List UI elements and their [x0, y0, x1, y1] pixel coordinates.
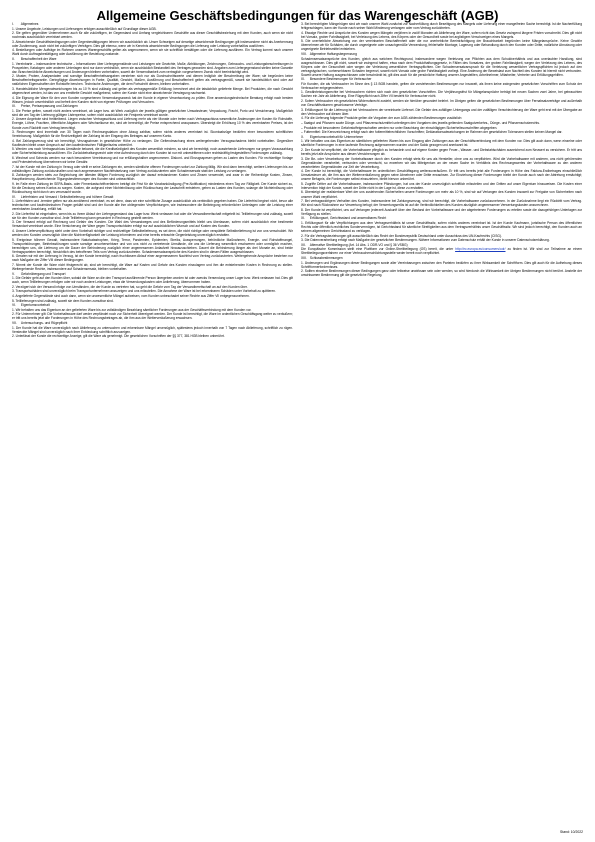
paragraph: – Futtermittel: Die Kennzeichnung erfolgt nach den futtermittelrechtlichen Vorschriften; Deklarationsabweichungen im Rahmen der gesetzlichen Toleranzen stellen keinen Mangel dar. — [301, 130, 563, 135]
paragraph: 2. Sofern Verbraucher ein gesetzliches Widerrufsrecht zusteht, werden sie hierüber gesondert belehrt. Im Übrigen gelten die gesetzlichen Bestimmungen über Fernabsatzverträge und außerhalb von Geschäftsräumen geschlossene Verträge. — [301, 99, 582, 108]
paragraph: 3. Handelsübliche Mengenabweichungen bis zu 10 % sind zulässig und gelten als vertragsgemäße Erfüllung; berechnet wird die tatsächlich gelieferte Menge. Bei Produkten, die nach Gewicht abgerechnet werden, ist das von uns ermittelte Gewicht maßgebend, sofern der Kunde nicht eine abweichende Verwiegung nachweist. — [12, 86, 293, 95]
section-heading-text: Allgemeines — [20, 22, 39, 26]
paragraph: 5. Die unerhebliche Abweichung von der vereinbarten Beschaffenheit oder die nur unerhebliche Beeinträchtigung der Brauchbarkeit begründen keine Mängelansprüche. Keine Gewähr übernehmen wir für Schäden, die durch ungeeignete oder unsachgemäße Verwendung, fehlerhafte Montage, Lagerung oder Behandlung durch den Kunden oder Dritte, natürliche Abnutzung oder ungeeignete Betriebsmittel entstehen. — [301, 39, 582, 52]
section-heading-text: Untersuchungs- und Rügepflicht — [20, 321, 68, 326]
section-heading — [301, 77, 582, 81]
section-heading — [301, 52, 582, 56]
paragraph: 2. Sollten einzelne Bestimmungen dieser Bedingungen ganz oder teilweise unwirksam sein oder werden, so wird hierdurch die Wirksamkeit der übrigen Bestimmungen nicht berührt. Anstelle der unwirksamen Bestimmung gilt die gesetzliche Regelung. — [301, 269, 582, 278]
paragraph: 4. Für die Lieferung folgender Produkte gelten die Vorgaben der zum AGB zählenden Bestimmungen zusätzlich: — [301, 116, 463, 121]
paragraph: 3. Erfüllungsort für die Lieferung ist bei Verbrauchern der vereinbarte Lieferort. Die Gefahr des zufälligen Untergangs und der zufälligen Verschlechterung der Ware geht erst mit der Übergabe an den Verbraucher auf diesen über. — [301, 107, 582, 116]
paragraph: 3. Die Be- oder Verarbeitung der Vorbehaltsware durch den Kunden erfolgt stets für uns als Hersteller, ohne uns zu verpflichten. Wird die Vorbehaltsware mit anderen, uns nicht gehörenden Gegenständen verarbeitet, verbunden oder vermischt, so erwerben wir das Miteigentum an der neuen Sache im Verhältnis des Rechnungswertes der Vorbehaltsware zu den anderen verarbeiteten Gegenständen zur Zeit der Verarbeitung. — [301, 156, 582, 169]
paragraph: 3. Abweichende Geschäftsbedingungen oder Gegenbestätigungen lehnen wir ausdrücklich ab. Unser Schweigen auf derartige abweichende Bedingungen gilt insbesondere nicht als Anerkennung oder Zustimmung, auch nicht bei zukünftigen Verträgen. Dies gilt ebenso, wenn wir in Kenntnis abweichender Bedingungen die Lieferung oder Leistung vorbehaltlos ausführen. — [12, 39, 293, 48]
paragraph-text: Die Europäische Kommission stellt eine Plattform zur Online-Streitbeilegung (OS) bereit, die unter — [301, 247, 456, 252]
section-heading — [12, 104, 293, 108]
paragraph: 2. Unsere Angebote sind freibleibend. Liegen zwischen Vertragsschluss und Lieferung mehr als vier Monate oder treten nach Vertragsschluss wesentliche Änderungen der Kosten für Rohstoffe, Energie, Löhne, Frachten, öffentliche Abgaben oder Wechselkurse ein, sind wir berechtigt, die Preise entsprechend anzupassen. Übersteigt die Erhöhung 10 % des vereinbarten Preises, ist der Kunde zum Rücktritt vom Vertrag berechtigt. — [12, 117, 293, 130]
paragraph: 1. Gewährleistungsrechte bei Verbrauchern richten sich nach den gesetzlichen Vorschriften. Die Verjährungsfrist für Mängelansprüche beträgt bei neuen Sachen zwei Jahre, bei gebrauchten Sachen ein Jahr ab Ablieferung. Eine Rügepflicht nach Ziffer VII besteht für Verbraucher nicht. — [301, 90, 582, 99]
section-number: VII. — [12, 321, 17, 326]
paragraph: 4. Der Kunde ist berechtigt, die Vorbehaltsware im ordentlichen Geschäftsgang weiterzuveräußern. Er tritt uns bereits jetzt alle Forderungen in Höhe des Faktura-Endbetrages einschließlich Umsatzsteuer ab, die ihm aus der Weiterveräußerung gegen seine Abnehmer oder Dritte erwachsen. Zur Einziehung dieser Forderungen bleibt der Kunde auch nach der Abtretung ermächtigt; unsere Befugnis, die Forderungen selbst einzuziehen, bleibt hiervon unberührt. — [301, 169, 582, 182]
paragraph: 4. Unsere Lieferverpflichtung steht unter dem Vorbehalt richtiger und rechtzeitiger Selbstbelieferung, es sei denn, die nicht richtige oder verspätete Selbstbelieferung ist von uns verschuldet. Wir werden den Kunden unverzüglich über die Nichtverfügbarkeit der Leistung informieren und eine bereits erbrachte Gegenleistung unverzüglich erstatten. — [12, 229, 293, 238]
paragraph: 2. Muster, Proben, Analysedaten und sonstige Beschaffenheitsangaben verstehen sich nur als Durchschnittswerte und dienen lediglich der Beschreibung der Ware; sie begründen keine Beschaffenheitsgarantie. Geringfügige Abweichungen in Farbe, Qualität, Gewicht, Maßen, Ausführung und Beschaffenheit gelten als vertragsgemäß, soweit sie handelsüblich sind oder auf natürlichen Eigenschaften der Rohstoffe beruhen. Technische Änderungen, die dem Fortschritt dienen, bleiben vorbehalten. — [12, 74, 293, 87]
paragraph: 9. Im Falle einer Zahlung im SEPA-Basis- oder Firmenlastschriftverfahren beträgt die Frist für die Vorabankündigung (Pre-Notification) mindestens einen Tag vor Fälligkeit. Der Kunde sichert zu, für die Deckung seines Kontos zu sorgen. Kosten, die aufgrund einer Nichteinlösung oder Rückbuchung der Lastschrift entstehen, gehen zu Lasten des Kunden, solange die Nichteinlösung oder Rückbuchung nicht durch uns verursacht wurde. — [12, 181, 293, 194]
paragraph: – Produkte mit besonderen Gefahrstoffeigenschaften werden nur unter Beachtung der einschlägigen Sicherheitsvorschriften abgegeben. — [301, 125, 498, 130]
section-heading-text: Allgemeine Haftungsbegrenzung — [309, 51, 357, 56]
paragraph: 2. Sie gelten gegenüber Unternehmern auch für alle zukünftigen, im Gegenstand und Umfang vergleichbaren Geschäfte aus dieser Geschäftsbeziehung mit dem Kunden, auch wenn sie nicht nochmals ausdrücklich vereinbart werden. — [12, 31, 293, 40]
paragraph-text: zu finden ist. Wir sind zur Teilnahme an einem Streitbeilegungsverfahren vor einer Verbraucherschlichtungsstelle weder bereit noch verpflichtet. — [301, 247, 582, 256]
paragraph: 1. Erfüllungsort für alle Verpflichtungen aus dem Vertragsverhältnis ist unser Geschäftssitz, sofern nichts anderes vereinbart ist. Ist der Kunde Kaufmann, juristische Person des öffentlichen Rechts oder öffentlich-rechtliches Sondervermögen, ist Gerichtsstand für sämtliche Streitigkeiten aus dem Vertragsverhältnis unser Geschäftssitz. Wir sind jedoch berechtigt, den Kunden auch an seinem allgemeinen Gerichtsstand zu verklagen. — [301, 220, 582, 233]
paragraph: 6. Geraten wir mit der Lieferung in Verzug, ist der Kunde berechtigt, nach fruchtlosem Ablauf einer angemessenen Nachfrist vom Vertrag zurückzutreten. Weitergehende Ansprüche bestehen nur nach Maßgabe der Ziffer VIII dieser Bedingungen. — [12, 254, 293, 263]
section-heading-text: Alternative Streitbeilegung (Art. 14 Abs. 1 ODR-VO und § 36 VSBG) — [309, 242, 408, 247]
section-number: XII. — [301, 242, 306, 247]
paragraph: 5. Werden uns nach Vertragsschluss Umstände bekannt, die die Kreditwürdigkeit des Kunden wesentlich mindern, so sind wir berechtigt, noch ausstehende Lieferungen nur gegen Vorauszahlung oder Sicherheitsleistung auszuführen. Ein Zurückbehaltungsrecht oder eine Aufrechnung durch den Kunden ist nur mit unbestrittenen oder rechtskräftig festgestellten Forderungen zulässig. — [12, 147, 293, 156]
section-heading — [12, 57, 293, 61]
paragraph: 7. Bei vertragswidrigem Verhalten des Kunden, insbesondere bei Zahlungsverzug, sind wir berechtigt, die Vorbehaltsware zurückzunehmen. In der Zurücknahme liegt ein Rücktritt vom Vertrag. Wir sind nach Rücknahme zur Verwertung befugt; der Verwertungserlös ist auf die Verbindlichkeiten des Kunden abzüglich angemessener Verwertungskosten anzurechnen. — [301, 199, 582, 208]
section-heading — [12, 303, 293, 307]
section-number: X. — [301, 134, 305, 139]
section-heading — [301, 243, 582, 247]
paragraph: 1. Änderungen und Ergänzungen dieser Bedingungen sowie aller Vereinbarungen zwischen den Parteien bedürfen zu ihrer Wirksamkeit der Schriftform. Dies gilt auch für die Aufhebung dieses Schriftformerfordernisses. — [301, 260, 582, 269]
paragraph: 5. Zugriffe Dritter auf die Vorbehaltsware, insbesondere Pfändungen, hat uns der Kunde unverzüglich schriftlich mitzuteilen und den Dritten auf unser Eigentum hinzuweisen. Die Kosten einer Intervention trägt der Kunde, soweit der Dritte nicht in der Lage ist, diese zu erstatten. — [301, 181, 582, 190]
section-heading-text: Erfüllungsort, Gerichtsstand und anwendbares Recht — [309, 216, 387, 221]
section-heading — [301, 216, 582, 220]
paragraph: 1. Der Kunde hat die Ware unverzüglich nach Ablieferung zu untersuchen und erkennbare Mängel unverzüglich, spätestens jedoch innerhalb von 7 Tagen nach Ablieferung, schriftlich zu rügen. Versteckte Mängel sind unverzüglich nach ihrer Entdeckung schriftlich anzuzeigen. — [12, 325, 293, 334]
paragraph: 1. Unsere Angebote, Leistungen und Lieferungen erfolgen ausschließlich auf Grundlage dieser AGB. — [12, 26, 157, 31]
paragraph: 4. Angelieferte Gegenstände sind auch dann, wenn sie unwesentliche Mängel aufweisen, vom Kunden unbeschadet seiner Rechte aus Ziffer VII entgegenzunehmen. — [12, 293, 250, 298]
paragraph: 1. Die Gefahr geht auf den Kunden über, sobald die Ware an die den Transport ausführende Person übergeben worden ist oder zwecks Versendung unser Lager bzw. Werk verlassen hat. Dies gilt auch, wenn Teillieferungen erfolgen oder wir noch andere Leistungen, etwa die Versendungskosten oder Anlieferung, übernommen haben. — [12, 276, 293, 285]
section-number: XIII. — [301, 256, 307, 261]
paragraph: 4. Bestellungen oder Aufträge im Rahmen unseres Warengeschäfts gelten als angenommen, wenn wir sie schriftlich bestätigen oder die Lieferung ausführen. Ein Vertrag kommt nach unserer Wahl durch Auftragsbestätigung oder Ausführung der Bestellung zustande. — [12, 48, 293, 57]
paragraph: 2. Unterlässt der Kunde die rechtzeitige Anzeige, gilt die Ware als genehmigt. Die gesetzlichen Vorschriften der §§ 377, 381 HGB bleiben unberührt. — [12, 334, 225, 339]
section-heading-text: Eigentumsvorbehalt für Unternehmer — [309, 134, 364, 139]
section-number: V. — [12, 271, 15, 276]
paragraph: 8. Zahlungen werden stets zur Begleichung der ältesten fälligen Forderung zuzüglich der darauf entstandenen Kosten und Zinsen verwendet, und zwar in der Reihenfolge Kosten, Zinsen, Hauptforderung. Abweichende Tilgungsbestimmungen des Kunden sind unbeachtlich. — [12, 173, 293, 182]
document-footer: Stand: 10/2022 — [559, 830, 583, 834]
right-column — [301, 22, 582, 278]
paragraph: 2. Der Kunde ist verpflichtet, die Vorbehaltsware pfleglich zu behandeln und auf eigene Kosten gegen Feuer-, Wasser- und Diebstahlschäden ausreichend zum Neuwert zu versichern. Er tritt uns bereits jetzt alle Ansprüche aus diesen Versicherungen ab. — [301, 147, 582, 156]
paragraph: 3. Der Versand erfolgt auf Rechnung und Gefahr des Kunden. Die Wahl des Versandweges und des Beförderungsmittels bleibt uns überlassen, sofern nicht ausdrücklich eine bestimmte Versandart vereinbart wurde. Eine Versicherung der Ware gegen Transportschäden erfolgt nur auf ausdrücklichen Wunsch und auf Kosten des Kunden. — [12, 220, 293, 229]
section-number: IV. — [12, 194, 16, 199]
section-heading — [12, 272, 293, 276]
paragraph: 1. Wir behalten uns das Eigentum an sämtlichen gelieferten Waren bis zum Eingang aller Zahlungen aus der Geschäftsverbindung mit dem Kunden vor. Dies gilt auch dann, wenn einzelne oder sämtliche Forderungen in eine laufende Rechnung aufgenommen wurden und der Saldo gezogen und anerkannt ist. — [301, 139, 582, 148]
paragraph: 7. Nimmt der Kunde die Ware nicht fristgerecht ab, sind wir berechtigt, die Ware auf Kosten und Gefahr des Kunden einzulagern und ihm die entstehenden Kosten in Rechnung zu stellen. Weitergehende Rechte, insbesondere auf Schadensersatz, bleiben vorbehalten. — [12, 262, 293, 271]
paragraph: – Saatgut und Pflanzen sowie Dünge- und Pflanzenschutzmittel unterliegen den Vorgaben des jeweils geltenden Saatgutverkehrs-, Dünge- und Pflanzenschutzrechts. — [301, 120, 540, 125]
section-heading-text: Eigentumsvorbehalt — [20, 303, 50, 308]
section-heading — [12, 22, 293, 26]
paragraph — [301, 247, 582, 255]
paragraph: 4. Bei Zahlungsverzug sind wir berechtigt, Verzugszinsen in gesetzlicher Höhe zu verlangen. Die Geltendmachung eines weitergehenden Verzugsschadens bleibt vorbehalten. Gegenüber Kaufleuten bleibt unser Anspruch auf den kaufmännischen Fälligkeitszins unberührt. — [12, 138, 293, 147]
section-number: XI. — [301, 216, 305, 221]
paragraph: 2. Für die Vertragsbeziehungen gilt ausschließlich das Recht der Bundesrepublik Deutschland unter Ausschluss des UN-Kaufrechts (CISG). — [301, 233, 502, 238]
paragraph: 1. Wir behalten uns das Eigentum an der gelieferten Ware bis zur vollständigen Bezahlung sämtlicher Forderungen aus der Geschäftsverbindung mit dem Kunden vor. — [12, 307, 252, 312]
paragraph: 7. Ist der Kunde mit der Zahlung in Verzug oder stellt er seine Zahlungen ein, werden sämtliche offenen Forderungen sofort zur Zahlung fällig. Wir sind dann berechtigt, weitere Lieferungen bis zur vollständigen Zahlung zurückzuhalten und nach angemessener Nachfristsetzung vom Vertrag zurückzutreten oder Schadensersatz statt der Leistung zu verlangen. — [12, 164, 293, 173]
paragraph: 1. Die Preise gelten, soweit nicht anders vereinbart, ab Lager bzw. ab Werk zuzüglich der jeweils gültigen gesetzlichen Umsatzsteuer, Verpackung, Fracht, Porto und Versicherung. Maßgeblich sind die am Tag der Lieferung gültigen Listenpreise, sofern nicht ausdrücklich ein Festpreis vereinbart wurde. — [12, 108, 293, 117]
paragraph: 2. Die Lieferfrist ist eingehalten, wenn bis zu ihrem Ablauf der Liefergegenstand das Lager bzw. Werk verlassen hat oder die Versandbereitschaft mitgeteilt ist. Teillieferungen sind zulässig, soweit sie für den Kunden zumutbar sind. Jede Teillieferung kann gesondert in Rechnung gestellt werden. — [12, 211, 293, 220]
paragraph: 2. Für Unternehmer gilt: Die Vorbehaltsware darf weder verpfändet noch zur Sicherheit übereignet werden. Der Kunde ist berechtigt, die Ware im ordentlichen Geschäftsgang weiter zu veräußern; er tritt uns bereits jetzt alle Forderungen in Höhe des Rechnungsbetrages ab, die ihm aus der Weiterveräußerung erwachsen. — [12, 312, 293, 321]
paragraph: 3. Rechnungen sind innerhalb von 30 Tagen nach Rechnungsdatum ohne Abzug zahlbar, sofern nichts anderes vereinbart ist. Skontoabzüge bedürfen einer besonderen schriftlichen Vereinbarung. Maßgeblich für die Rechtzeitigkeit der Zahlung ist der Eingang des Betrages auf unserem Konto. — [12, 130, 293, 139]
paragraph: 5. Ereignisse höherer Gewalt, insbesondere Naturkatastrophen, Krieg, Terror, Pandemien, Epidemien, Streiks, Aussperrungen, behördliche Maßnahmen, Energie- und Rohstoffmangel, Transportstörungen, Betriebsstörungen sowie sonstige unvorhersehbare und von uns nicht zu vertretende Umstände, die uns die Lieferung wesentlich erschweren oder unmöglich machen, berechtigen uns, die Lieferung um die Dauer der Behinderung zuzüglich einer angemessenen Anlaufzeit hinauszuschieben. Dauert die Behinderung länger als drei Monate an, sind beide Vertragsparteien berechtigt, hinsichtlich des betroffenen Teils vom Vertrag zurückzutreten. Schadensersatzansprüche des Kunden sind in diesen Fällen ausgeschlossen. — [12, 237, 293, 254]
paragraph: 4. Etwaige Rechte und Ansprüche des Kunden wegen Mängeln verjähren in zwölf Monaten ab Ablieferung der Ware, sofern nicht das Gesetz zwingend längere Fristen vorschreibt. Dies gilt nicht bei Vorsatz, grober Fahrlässigkeit, bei Verletzung des Lebens, des Körpers oder der Gesundheit sowie bei arglistigem Verschweigen eines Mangels. — [301, 30, 582, 39]
section-heading-text: Schlussbestimmungen — [309, 256, 343, 261]
paragraph: 4. Die Eignung der Ware für den vom Kunden vorgesehenen Verwendungszweck hat der Kunde in eigener Verantwortung zu prüfen. Eine anwendungstechnische Beratung erfolgt nach bestem Wissen, jedoch unverbindlich und befreit den Kunden nicht von eigenen Prüfungen und Versuchen. — [12, 95, 293, 104]
section-heading-text: Preise, Preisanpassung und Zahlungen — [20, 104, 78, 109]
section-heading-text: Lieferfristen und Versand / Selbstbelieferung und höhere Gewalt — [20, 194, 114, 199]
section-heading — [12, 195, 293, 199]
section-number: II. — [12, 57, 15, 62]
paragraph: 3. Transportschäden sind unverzüglich beim Transportunternehmen anzuzeigen und uns mitzuteilen. Die Annahme der Ware ist bei erkennbaren Schäden unter Vorbehalt zu quittieren. — [12, 289, 277, 294]
section-number: I. — [12, 22, 14, 26]
section-number: III. — [12, 104, 16, 109]
section-heading-text: Beschaffenheit der Ware — [20, 57, 57, 62]
paragraph: 6. Übersteigt der realisierbare Wert der uns zustehenden Sicherheiten unsere Forderungen um mehr als 10 %, sind wir auf Verlangen des Kunden insoweit zur Freigabe von Sicherheiten nach unserer Wahl verpflichtet. — [301, 190, 582, 199]
section-heading — [12, 321, 293, 325]
paragraph: 5. Teillieferungen sind zulässig, soweit sie dem Kunden zumutbar sind. — [12, 298, 114, 303]
paragraph: Schadensersatzansprüche des Kunden, gleich aus welchem Rechtsgrund, insbesondere wegen Verletzung von Pflichten aus dem Schuldverhältnis und aus unerlaubter Handlung, sind ausgeschlossen. Dies gilt nicht, soweit wir zwingend haften, etwa nach dem Produkthaftungsgesetz, in Fällen des Vorsatzes, der groben Fahrlässigkeit, wegen der Verletzung des Lebens, des Körpers oder der Gesundheit oder wegen der Verletzung wesentlicher Vertragspflichten. Der Schadensersatzanspruch für die Verletzung wesentlicher Vertragspflichten ist jedoch auf den vertragstypischen, vorhersehbaren Schaden begrenzt, soweit nicht Vorsatz oder grobe Fahrlässigkeit vorliegt. Eine Änderung der Beweislast zum Nachteil des Kunden ist hiermit nicht verbunden. Soweit unsere Haftung ausgeschlossen oder beschränkt ist, gilt dies auch für die persönliche Haftung unserer Angestellten, Arbeitnehmer, Mitarbeiter, Vertreter und Erfüllungsgehilfen. — [301, 56, 582, 77]
paragraph: Für Kunden, die als Verbraucher im Sinne des § 13 BGB handeln, gelten die vorstehenden Bestimmungen nur insoweit, als ihnen keine zwingenden gesetzlichen Vorschriften zum Schutz der Verbraucher entgegenstehen. — [301, 81, 582, 90]
section-heading — [301, 135, 582, 139]
odr-platform-link[interactable]: http://ec.europa.eu/consumers/odr/ — [455, 247, 506, 252]
paragraph: 3. Bei berechtigten Mängelrügen sind wir nach unserer Wahl zunächst zur Nacherfüllung durch Beseitigung des Mangels oder Lieferung einer mangelfreien Sache berechtigt. Ist die Nacherfüllung fehlgeschlagen, kann der Kunde nach seiner Wahl Minderung verlangen oder vom Vertrag zurücktreten. — [301, 22, 582, 31]
left-column — [12, 22, 293, 339]
section-number: VI. — [12, 303, 16, 308]
section-heading — [301, 256, 582, 260]
paragraph: 6. Wechsel und Schecks werden nur nach besonderer Vereinbarung und nur erfüllungshalber angenommen. Diskont- und Einzugsspesen gehen zu Lasten des Kunden. Für rechtzeitige Vorlage und Protesterhebung übernehmen wir keine Gewähr. — [12, 155, 293, 164]
section-number: VIII. — [301, 51, 307, 56]
paragraph: 3. Die Datenverarbeitung erfolgt nach Maßgabe der gesetzlichen Bestimmungen. Nähere Informationen zum Datenschutz erhält der Kunde in unserer Datenschutzerklärung. — [301, 238, 550, 243]
section-heading-text: Besondere Bestimmungen für Verbraucher — [309, 77, 372, 82]
paragraph: 8. Der Kunde ist verpflichtet, uns auf Verlangen jederzeit Auskunft über den Bestand der Vorbehaltsware und der abgetretenen Forderungen zu erteilen sowie die dazugehörigen Unterlagen zur Verfügung zu stellen. — [301, 207, 582, 216]
section-heading-text: Gefahrübergang und Transport — [20, 271, 66, 276]
paragraph: 1. Lieferfristen und -termine gelten nur als annähernd vereinbart, es sei denn, dass wir eine schriftliche Zusage ausdrücklich als verbindlich gegeben haben. Die Lieferfrist beginnt nicht, bevor alle technischen und kaufmännischen Fragen geklärt sind und der Kunde alle ihm obliegenden Verpflichtungen, wie insbesondere die Beibringung erforderlicher Unterlagen oder die Leistung einer vereinbarten Anzahlung, erfüllt hat. — [12, 199, 293, 212]
document-title: Allgemeine Geschäftsbedingungen für das Warengeschäft (AGB) — [96, 8, 499, 23]
paragraph: 1. Vereinbarte – insbesondere technische – Informationen über Liefergegenstände und Leistungen wie Gewichte, Maße, Abbildungen, Zeichnungen, Gebrauchs- und Leistungsbeschreibungen in Prospekten, Katalogen oder anderen Unterlagen sind nur dann verbindlich, wenn sie ausdrücklich Bestandteil des Vertrages geworden sind. Angaben zum Liefergegenstand stellen keine Garantie dar. Branchenübliche Abweichungen und Änderungen bleiben vorbehalten, soweit die Verwendbarkeit zum vertraglich vorgesehenen Zweck nicht beeinträchtigt wird. — [12, 61, 293, 74]
section-number: IX. — [301, 77, 305, 82]
paragraph: 2. Verzögert sich der Versand infolge von Umständen, die der Kunde zu vertreten hat, so geht die Gefahr vom Tag der Versandbereitschaft an auf den Kunden über. — [12, 284, 248, 289]
